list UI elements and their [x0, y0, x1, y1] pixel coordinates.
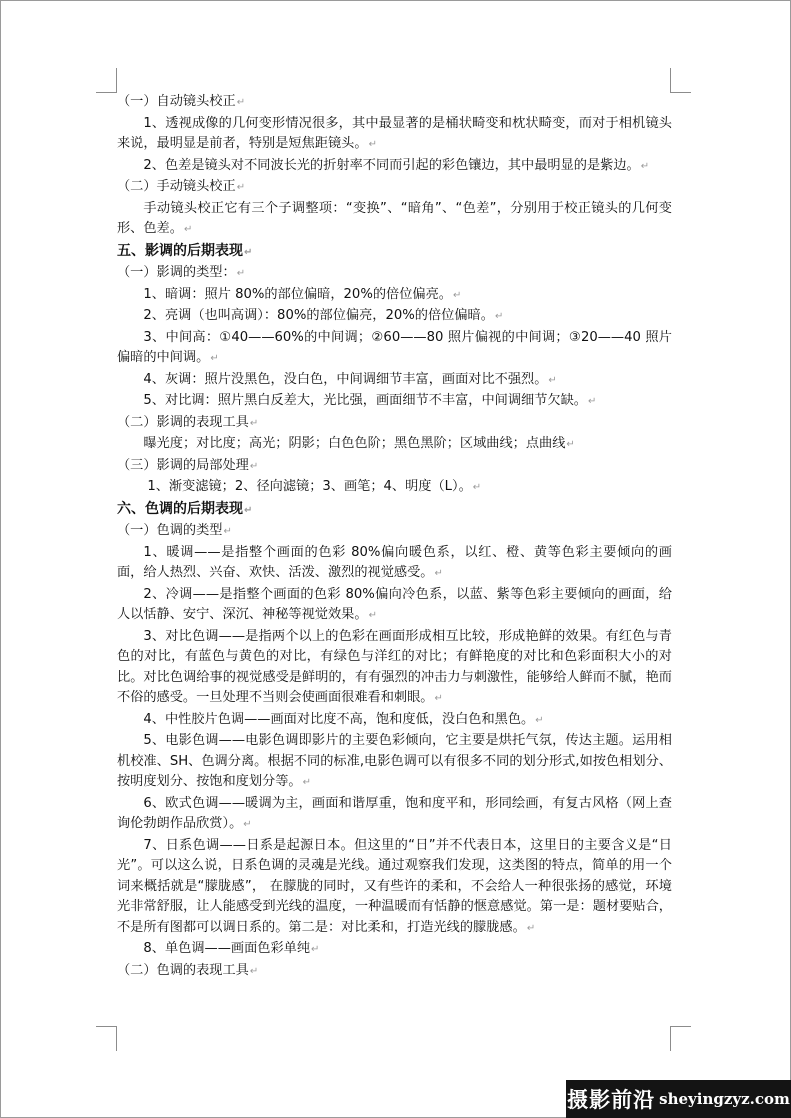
crop-mark-bottom-right: [670, 1026, 691, 1051]
paragraph: [117, 391, 672, 413]
paragraph-text: 5、对比调：照片黑白反差大，光比强，画面细节不丰富，中间调细节欠缺。: [143, 393, 587, 408]
paragraph-text: 1、暖调——是指整个画面的色彩 80%偏向暖色系，以红、橙、黄等色彩主要倾向的画面，给人热烈、兴奋、欢快、活泼、激烈的视觉感受。: [117, 544, 672, 580]
watermark-url: sheyingzyz.com: [659, 1090, 790, 1108]
subsection-heading: [117, 521, 672, 543]
paragraph-text: 曝光度；对比度；高光；阴影；白色色阶；黑色黑阶；区域曲线；点曲线: [143, 436, 566, 451]
paragraph-mark-icon: ↵: [249, 965, 259, 977]
paragraph-text: 1、透视成像的几何变形情况很多，其中最显著的是桶状畸变和枕状畸变，而对于相机镜头来说，最明显是前者，特别是短焦距镜头。: [117, 115, 672, 151]
paragraph-text: （二）色调的表现工具: [117, 962, 249, 978]
crop-mark-bottom-left: [96, 1026, 117, 1051]
paragraph: [117, 939, 672, 961]
subsection-heading: [117, 413, 672, 435]
subsection-heading: [117, 961, 672, 983]
paragraph-mark-icon: ↵: [472, 482, 482, 493]
paragraph-mark-icon: ↵: [236, 268, 246, 279]
paragraph-mark-icon: ↵: [244, 246, 253, 258]
paragraph-mark-icon: ↵: [535, 714, 544, 726]
paragraph-text: 2、色差是镜头对不同波长光的折射率不同而引起的彩色镶边，其中最明显的是紫边。: [143, 157, 640, 173]
paragraph-mark-icon: ↵: [434, 693, 443, 704]
paragraph-mark-icon: ↵: [434, 568, 443, 579]
section-heading: [117, 499, 672, 522]
paragraph-mark-icon: ↵: [249, 417, 259, 429]
paragraph-text: 六、色调的后期表现: [117, 500, 243, 517]
paragraph-mark-icon: ↵: [526, 922, 536, 934]
paragraph-mark-icon: ↵: [566, 439, 575, 450]
paragraph-text: （二）影调的表现工具: [117, 414, 249, 430]
paragraph: [117, 836, 672, 940]
watermark-brand: 摄影前沿: [567, 1087, 656, 1112]
paragraph: [117, 370, 672, 392]
paragraph-mark-icon: ↵: [494, 311, 504, 322]
document-body: [117, 92, 672, 982]
paragraph: [117, 585, 672, 627]
paragraph-text: 8、单色调——画面色彩单纯: [143, 941, 311, 956]
paragraph-mark-icon: ↵: [236, 182, 246, 193]
paragraph-text: （一）色调的类型: [117, 523, 223, 538]
paragraph-text: 1、暗调：照片 80%的部位偏暗，20%的倍位偏亮。: [143, 286, 452, 302]
section-heading: [117, 241, 672, 264]
paragraph-text: （一）自动镜头校正: [117, 94, 236, 109]
subsection-heading: [117, 177, 672, 199]
paragraph-mark-icon: ↵: [243, 819, 252, 830]
paragraph-mark-icon: ↵: [183, 224, 193, 235]
paragraph: [117, 328, 672, 370]
paragraph-text: （二）手动镜头校正: [117, 179, 236, 194]
paragraph-mark-icon: ↵: [640, 160, 650, 172]
paragraph-text: 2、亮调（也叫高调）：80%的部位偏亮，20%的倍位偏暗。: [143, 308, 494, 323]
paragraph-mark-icon: ↵: [548, 374, 557, 386]
paragraph-text: 4、灰调：照片没黑色，没白色，中间调细节丰富，画面对比不强烈。: [143, 371, 548, 387]
watermark: [566, 1080, 791, 1118]
paragraph-text: 5、电影色调——电影色调即影片的主要色彩倾向，它主要是烘托气氛，传达主题。运用相机校准、SH、色调分离。根据不同的标准,电影色调可以有很多不同的划分形式,如按色相划分、按明度划分、按饱和度划分等。: [117, 733, 672, 789]
paragraph-text: 3、对比色调——是指两个以上的色彩在画面形成相互比较，形成艳鲜的效果。有红色与青色的对比，有蓝色与黄色的对比，有绿色与洋红的对比；有鲜艳度的对比和色彩面积大小的对比。对比色调给事的视觉感受是鲜明的，有有强烈的冲击力与刺激性，能够给人鲜而不腻，艳而不俗的感受。一旦处理不当则会使画面很难看和刺眼。: [117, 628, 672, 705]
paragraph: [117, 306, 672, 328]
paragraph: [117, 731, 672, 794]
paragraph-mark-icon: ↵: [452, 289, 462, 301]
paragraph-text: 1、渐变滤镜；2、径向滤镜；3、画笔；4、明度（L）。: [147, 479, 472, 494]
paragraph: [117, 627, 672, 710]
subsection-heading: [117, 263, 672, 285]
subsection-heading: [117, 92, 672, 114]
paragraph-text: 6、欧式色调——暖调为主，画面和谐厚重，饱和度平和，形同绘画，有复古风格（网上查询伦勃朗作品欣赏）。: [117, 795, 672, 831]
paragraph-mark-icon: ↵: [311, 944, 320, 955]
paragraph: [117, 114, 672, 156]
paragraph: [117, 710, 672, 732]
paragraph-mark-icon: ↵: [368, 610, 377, 621]
paragraph: [117, 434, 672, 456]
paragraph: [117, 477, 672, 499]
paragraph-mark-icon: ↵: [223, 526, 232, 537]
paragraph-text: （三）影调的局部处理: [117, 457, 249, 473]
paragraph: [117, 156, 672, 178]
paragraph-mark-icon: ↵: [249, 460, 259, 472]
crop-mark-top-right: [670, 68, 691, 93]
paragraph-mark-icon: ↵: [587, 396, 597, 407]
crop-mark-top-left: [96, 68, 117, 93]
paragraph-text: 7、日系色调——日系是起源日本。但这里的“日”并不代表日本，这里日的主要含义是“日光”。可以这么说，日系色调的灵魂是光线。通过观察我们发现，这类图的特点，简单的用一个词来概括就是“朦胧感”， 在朦胧的同时，又有些许的柔和，不会给人一种很张扬的感觉，环境光非常舒服，让人能感受到光线的温度，一种温暖而有恬静的惬意感觉。第一是：题材要贴合，不是所有图都可以调日系的。第二是：对比柔和，打造光线的朦胧感。: [117, 837, 672, 935]
paragraph-mark-icon: ↵: [368, 139, 377, 150]
paragraph-text: 3、中间高：①40——60%的中间调；②60——80 照片偏视的中间调；③20——40 照片偏暗的中间调。: [117, 329, 672, 365]
paragraph: [117, 794, 672, 836]
paragraph-text: 手动镜头校正它有三个子调整项：“变换”、“暗角”、“色差”，分别用于校正镜头的几何变形、色差。: [117, 200, 672, 236]
paragraph-text: 4、中性胶片色调——画面对比度不高，饱和度低，没白色和黑色。: [143, 711, 535, 727]
paragraph-text: 五、影调的后期表现: [117, 242, 243, 259]
paragraph-mark-icon: ↵: [244, 504, 253, 516]
paragraph-mark-icon: ↵: [210, 353, 219, 364]
paragraph: [117, 285, 672, 307]
paragraph-text: （一）影调的类型：: [117, 265, 236, 280]
paragraph: [117, 199, 672, 241]
paragraph-text: 2、冷调——是指整个画面的色彩 80%偏向冷色系，以蓝、紫等色彩主要倾向的画面，给人以恬静、安宁、深沉、神秘等视觉效果。: [117, 586, 672, 622]
paragraph: [117, 543, 672, 585]
subsection-heading: [117, 456, 672, 478]
paragraph-mark-icon: ↵: [302, 777, 312, 788]
paragraph-mark-icon: ↵: [236, 97, 246, 108]
